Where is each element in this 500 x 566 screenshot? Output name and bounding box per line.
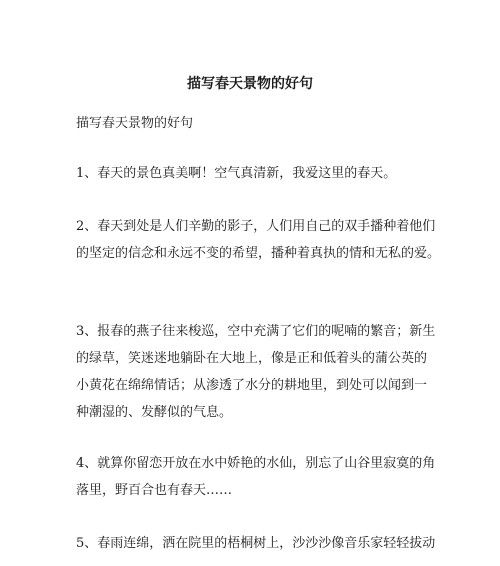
paragraph-line: 小黄花在绵绵情话；从渗透了水分的耕地里，到处可以闻到一 [76,378,428,393]
paragraph-line: 的坚定的信念和永远不变的希望，播种着真执的情和无私的爱。 [76,246,441,261]
document-title: 描写春天景物的好句 [187,76,313,92]
paragraph-line: 1、春天的景色真美啊！空气真清新，我爱这里的春天。 [76,166,397,181]
paragraph-line: 4、就算你留恋开放在水中娇艳的水仙，别忘了山谷里寂寞的角 [76,456,436,471]
paragraph-3 [76,318,436,426]
paragraph-line: 落里，野百合也有春天…… [76,483,233,498]
paragraph-1 [76,160,426,187]
paragraph-line: 3、报春的燕子往来梭巡，空中充满了它们的呢喃的繁音；新生 [76,324,436,339]
paragraph-4 [76,450,436,504]
paragraph-5 [76,530,436,557]
document-subtitle: 描写春天景物的好句 [76,116,194,131]
paragraph-line: 种潮湿的、发酵似的气息。 [76,405,233,420]
paragraph-line: 2、春天到处是人们辛勤的影子，人们用自己的双手播种着他们 [76,219,436,234]
paragraph-line: 5、春雨连绵，洒在院里的梧桐树上，沙沙沙像音乐家轻轻拔动 [76,536,436,551]
paragraph-line: 的绿草，笑迷迷地躺卧在大地上，像是正和低着头的蒲公英的 [76,351,428,366]
paragraph-2 [76,213,441,267]
